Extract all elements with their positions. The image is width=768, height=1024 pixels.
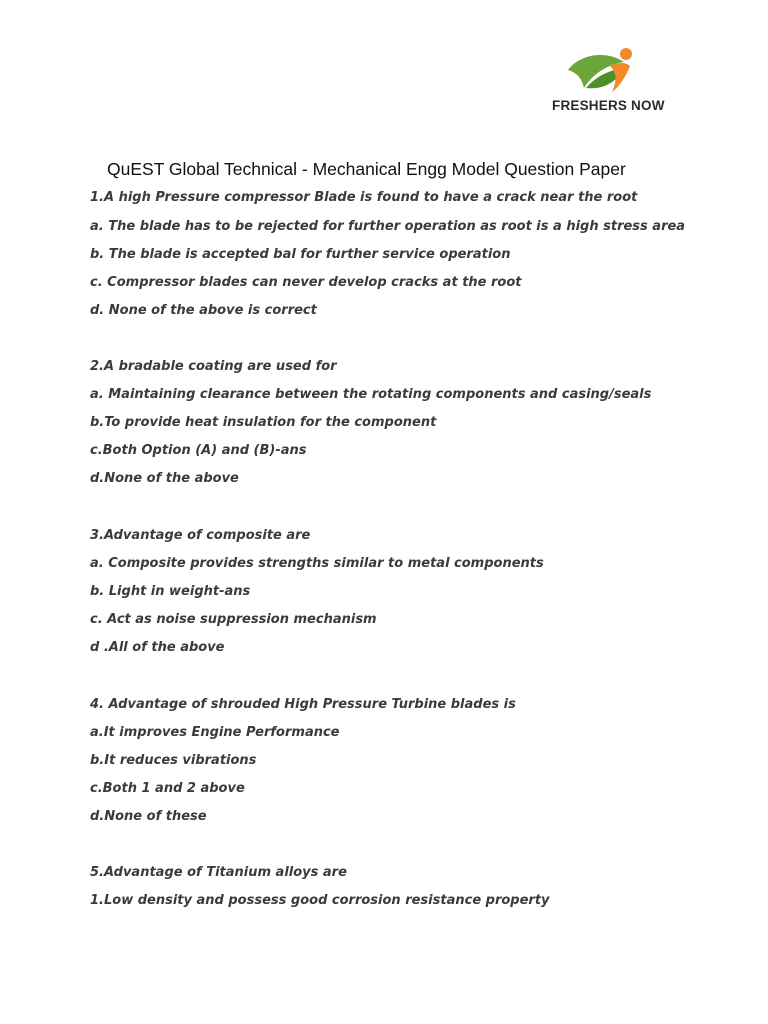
question-1-option-b: b. The blade is accepted bal for further service operation — [90, 247, 511, 262]
logo-text: FRESHERS NOW — [552, 98, 665, 113]
question-2: 2.A bradable coating are used for — [90, 359, 337, 374]
freshers-now-logo — [548, 46, 665, 118]
question-4-option-a: a.It improves Engine Performance — [90, 725, 340, 740]
question-1-option-a: a. The blade has to be rejected for further operation as root is a high stress area — [90, 219, 686, 234]
page-title: QuEST Global Technical - Mechanical Engg Model Question Paper — [107, 159, 626, 179]
question-3-option-a: a. Composite provides strengths similar to metal components — [90, 556, 544, 571]
question-4-option-c: c.Both 1 and 2 above — [90, 781, 245, 796]
question-3-option-b: b. Light in weight-ans — [90, 584, 251, 599]
question-2-option-d: d.None of the above — [90, 471, 239, 486]
question-3-option-c: c. Act as noise suppression mechanism — [90, 612, 377, 627]
question-4-option-d: d.None of these — [90, 809, 207, 824]
question-5-option-1: 1.Low density and possess good corrosion resistance property — [90, 893, 550, 908]
question-4: 4. Advantage of shrouded High Pressure Turbine blades is — [90, 697, 516, 712]
leaf-figure-icon — [566, 46, 638, 98]
question-1-option-c: c. Compressor blades can never develop cracks at the root — [90, 275, 522, 290]
question-1-option-d: d. None of the above is correct — [90, 303, 317, 318]
question-3: 3.Advantage of composite are — [90, 528, 311, 543]
question-2-option-b: b.To provide heat insulation for the component — [90, 415, 437, 430]
question-2-option-c: c.Both Option (A) and (B)-ans — [90, 443, 307, 458]
question-1: 1.A high Pressure compressor Blade is found to have a crack near the root — [90, 190, 638, 205]
question-3-option-d: d .All of the above — [90, 640, 225, 655]
question-2-option-a: a. Maintaining clearance between the rotating components and casing/seals — [90, 387, 652, 402]
question-4-option-b: b.It reduces vibrations — [90, 753, 257, 768]
question-5: 5.Advantage of Titanium alloys are — [90, 865, 347, 880]
